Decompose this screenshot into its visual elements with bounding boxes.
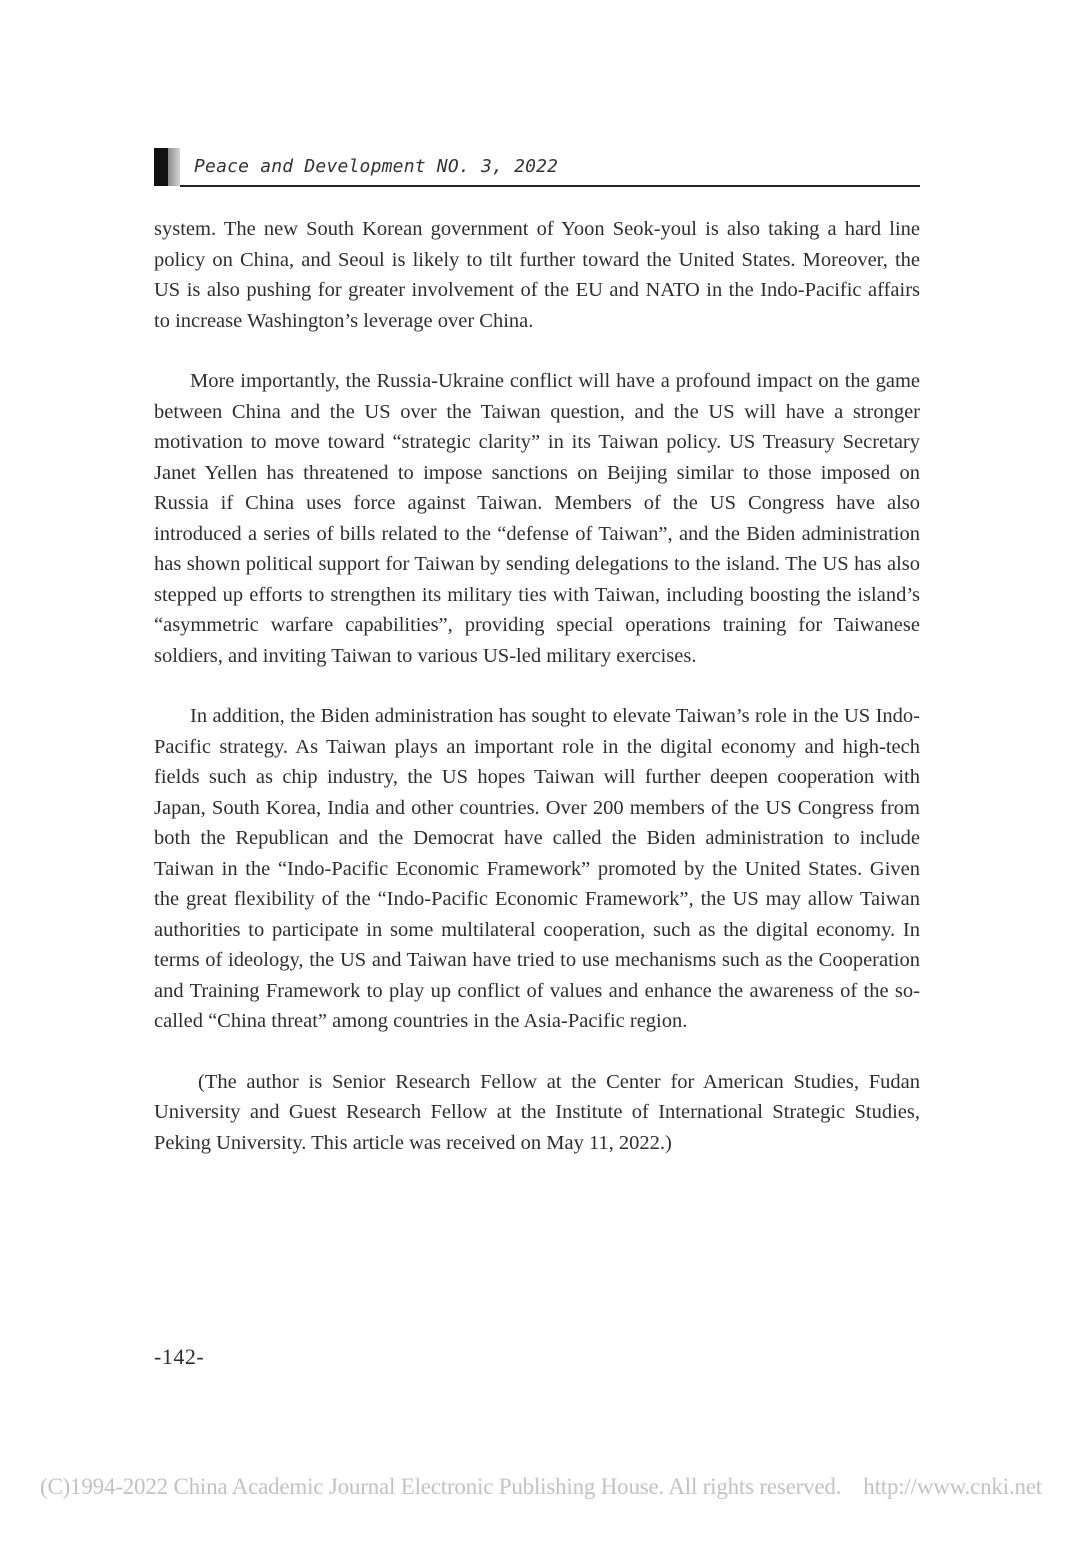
header-rule [180,185,920,187]
copyright-text: (C)1994-2022 China Academic Journal Electronic Publishing House. All rights reserved. [40,1474,842,1499]
running-header [154,148,920,186]
page-number: -142- [154,1344,205,1369]
paragraph-taiwan-question: More importantly, the Russia-Ukraine conflict will have a profound impact on the game between China and the US over the Taiwan question, and the US will have a stronger motivation to move toward “strategic clarity” in its Taiwan policy. US Treasury Secretary Janet Yellen has threatened to impose sanctions on Beijing similar to those imposed on Russia if China uses force against Taiwan. Members of the US Congress have also introduced a series of bills related to the “defense of Taiwan”, and the Biden administration has shown political support for Taiwan by sending delegations to the island. The US has also stepped up efforts to strengthen its military ties with Taiwan, including boosting the island’s “asymmetric warfare capabilities”, providing special operations training for Taiwanese soldiers, and inviting Taiwan to various US-led military exercises. [154,370,920,667]
paragraph-indo-pacific-strategy: In addition, the Biden administration has sought to elevate Taiwan’s role in the US Indo-Pacific strategy. As Taiwan plays an important role in the digital economy and high-tech fields such as chip industry, the US hopes Taiwan will further deepen cooperation with Japan, South Korea, India and other countries. Over 200 members of the US Congress from both the Republican and the Democrat have called the Biden administration to include Taiwan in the “Indo-Pacific Economic Framework” promoted by the United States. Given the great flexibility of the “Indo-Pacific Economic Framework”, the US may allow Taiwan authorities to participate in some multilateral cooperation, such as the digital economy. In terms of ideology, the US and Taiwan have tried to use mechanisms such as the Cooperation and Training Framework to play up conflict of values and enhance the awareness of the so-called “China threat” among countries in the Asia-Pacific region. [154,705,920,1032]
journal-running-title: Peace and Development NO. 3, 2022 [194,156,559,177]
paragraph-continuation: system. The new South Korean government of Yoon Seok-youl is also taking a hard line policy on China, and Seoul is likely to tilt further toward the United States. Moreover, the US is also pushing for greater involvement of the EU and NATO in the Indo-Pacific affairs to increase Washington’s leverage over China. [154,218,920,332]
author-note: (The author is Senior Research Fellow at the Center for American Studies, Fudan University and Guest Research Fellow at the Institute of International Strategic Studies, Peking University. This article was received on May 11, 2022.) [154,1070,920,1154]
footer-url: http://www.cnki.net [863,1474,1042,1499]
header-marker-grey [168,148,180,186]
header-marker-dark [154,148,168,186]
copyright-footer [40,1474,1080,1500]
article-body [154,214,920,1158]
